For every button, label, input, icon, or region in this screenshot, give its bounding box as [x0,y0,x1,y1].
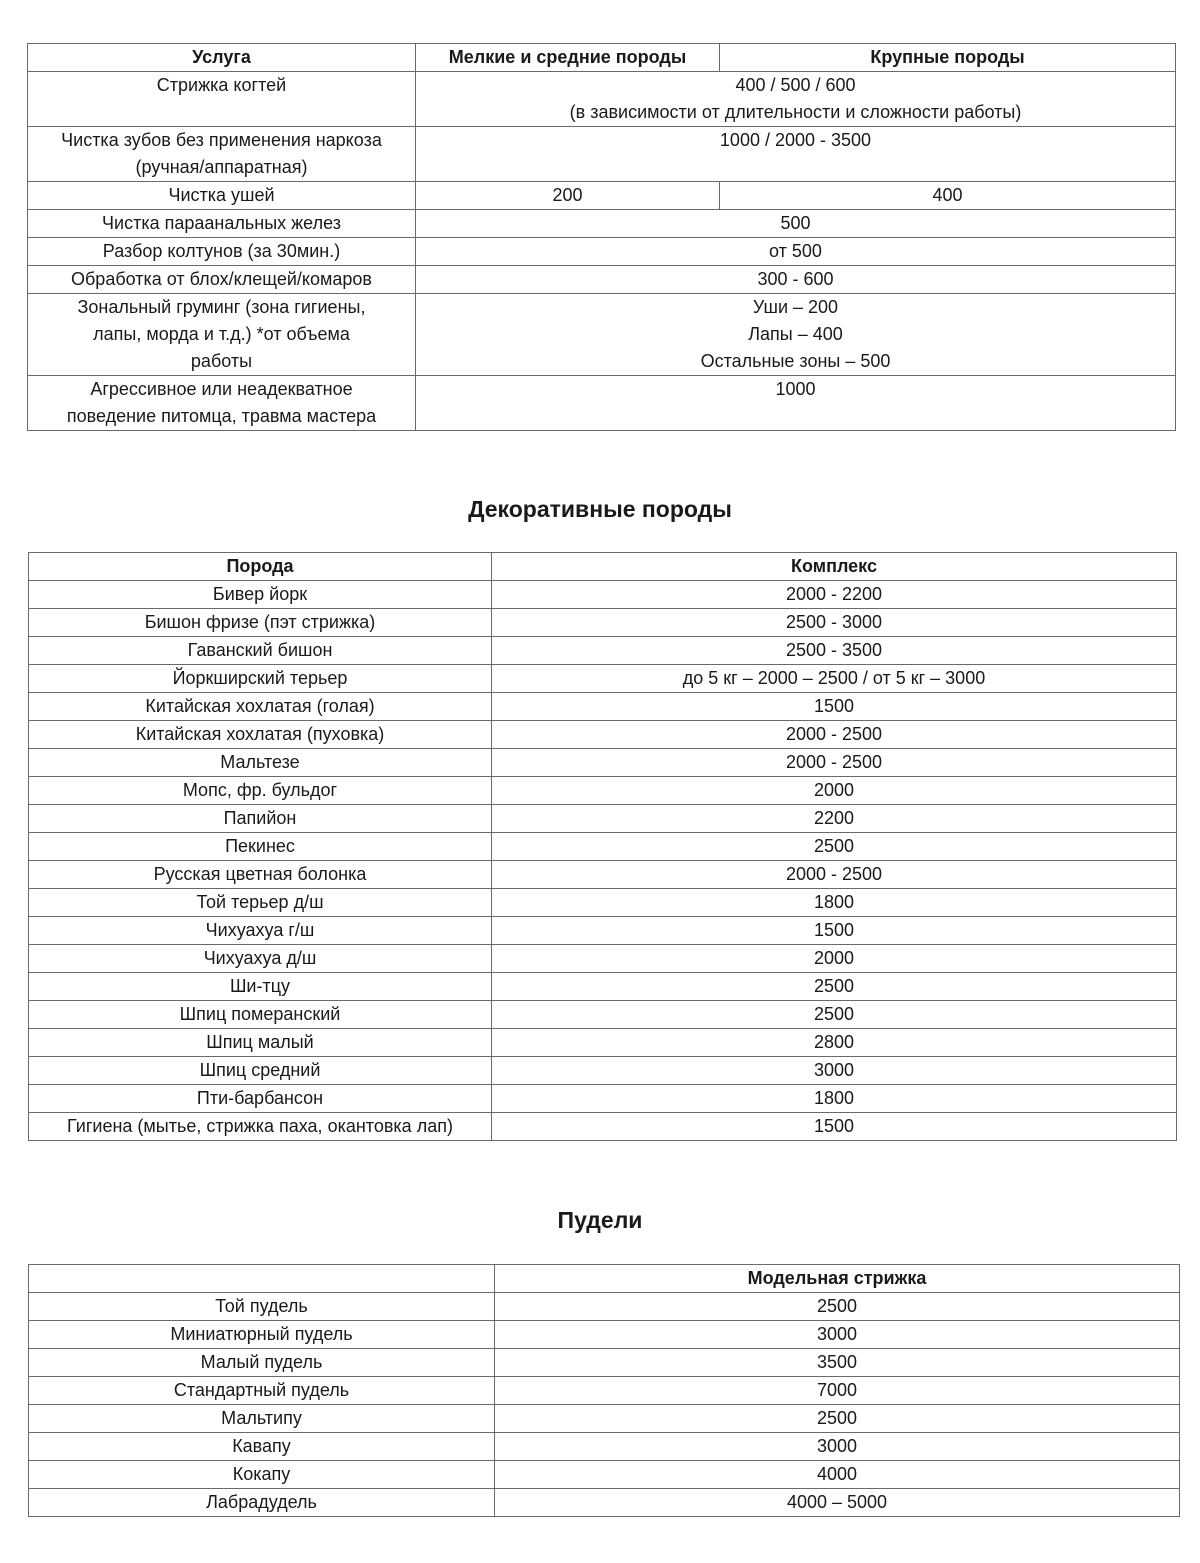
breed-cell: Бивер йорк [29,581,492,609]
service-name-cell [28,294,416,376]
table-row [29,1001,1177,1029]
cell-line: Стрижка когтей [156,75,287,95]
price-cell: 4000 [495,1461,1180,1489]
table-row [29,1057,1177,1085]
table-row [29,1029,1177,1057]
breed-cell: Шпиц малый [29,1029,492,1057]
breed-cell: Китайская хохлатая (голая) [29,693,492,721]
table-row [29,889,1177,917]
table-row [29,1293,1180,1321]
price-cell [416,266,1176,294]
price-cell: 2000 [492,777,1177,805]
breed-cell: Мальтезе [29,749,492,777]
price-cell: 2500 [495,1405,1180,1433]
service-name-cell [28,127,416,182]
poodles-section-title: Пудели [557,1207,643,1233]
table-row [29,861,1177,889]
breed-cell: Мопс, фр. бульдог [29,777,492,805]
table-row [28,376,1176,431]
breed-cell: Гаванский бишон [29,637,492,665]
breed-cell: Шпиц средний [29,1057,492,1085]
breed-cell: Той терьер д/ш [29,889,492,917]
price-cell: до 5 кг – 2000 – 2500 / от 5 кг – 3000 [492,665,1177,693]
table-row [29,665,1177,693]
breed-cell: Папийон [29,805,492,833]
service-name-cell [28,72,416,127]
cell-line: 400 / 500 / 600 [735,75,856,95]
price-cell [416,72,1176,127]
price-cell: 3000 [495,1433,1180,1461]
header-small-medium-breeds: Мелкие и средние породы [416,44,720,72]
table-row [28,127,1176,182]
price-cell: 2000 - 2200 [492,581,1177,609]
price-large-cell: 400 [720,182,1176,210]
table-row [29,805,1177,833]
cell-line: 500 [780,213,811,233]
table-row [29,833,1177,861]
table-row [29,1113,1177,1141]
cell-line: Лапы – 400 [748,324,843,344]
service-name-cell [28,210,416,238]
price-cell: 3000 [492,1057,1177,1085]
table-row [29,777,1177,805]
price-cell: 2000 - 2500 [492,861,1177,889]
table-row [29,1433,1180,1461]
table-row [29,609,1177,637]
breed-cell: Кавапу [29,1433,495,1461]
cell-line: 1000 [775,379,816,399]
cell-line: лапы, морда и т.д.) *от объема [93,324,350,344]
cell-line: Агрессивное или неадекватное [90,379,353,399]
price-cell: 3500 [495,1349,1180,1377]
header-complex: Комплекс [492,553,1177,581]
header-large-breeds: Крупные породы [720,44,1176,72]
price-cell: 2500 [492,1001,1177,1029]
breed-cell: Пти-барбансон [29,1085,492,1113]
table-row [29,917,1177,945]
table-row [29,973,1177,1001]
breed-cell: Кокапу [29,1461,495,1489]
price-cell: 2000 - 2500 [492,749,1177,777]
header-breed: Порода [29,553,492,581]
table-row [29,749,1177,777]
service-name-cell [28,266,416,294]
cell-line: Чистка зубов без применения наркоза [61,130,382,150]
breed-cell: Стандартный пудель [29,1377,495,1405]
table-row [28,72,1176,127]
table-row [29,1377,1180,1405]
cell-line: 300 - 600 [757,269,834,289]
price-cell: 2800 [492,1029,1177,1057]
cell-line: 1000 / 2000 - 3500 [719,130,872,150]
cell-line: Разбор колтунов (за 30мин.) [102,241,341,261]
table-row [28,182,1176,210]
cell-line: Обработка от блох/клещей/комаров [71,269,372,289]
table-row [29,1349,1180,1377]
decorative-breeds-table [28,552,1177,1141]
cell-line: (в зависимости от длительности и сложности работы) [569,102,1022,122]
table-row [29,1321,1180,1349]
service-name-cell [28,238,416,266]
price-cell: 1800 [492,889,1177,917]
cell-line: Остальные зоны – 500 [700,351,891,371]
table-row [28,210,1176,238]
cell-line: поведение питомца, травма мастера [66,406,377,426]
price-cell: 2000 [492,945,1177,973]
services-price-table [27,43,1176,431]
cell-line: работы [190,351,253,371]
poodles-table [28,1264,1180,1517]
price-cell [416,210,1176,238]
table-row [28,294,1176,376]
breed-cell: Той пудель [29,1293,495,1321]
cell-line: от 500 [769,241,822,261]
price-cell [416,238,1176,266]
table-header-row [29,1265,1180,1293]
price-small-medium-cell: 200 [416,182,720,210]
price-cell [416,294,1176,376]
price-cell: 2500 [492,973,1177,1001]
price-cell: 2500 - 3500 [492,637,1177,665]
table-row [28,238,1176,266]
price-cell: 2000 - 2500 [492,721,1177,749]
price-cell: 7000 [495,1377,1180,1405]
breed-cell: Ши-тцу [29,973,492,1001]
table-row [29,945,1177,973]
breed-cell: Лабрадудель [29,1489,495,1517]
price-cell: 2500 - 3000 [492,609,1177,637]
table-row [29,1489,1180,1517]
table-row [29,1085,1177,1113]
header-model-haircut: Модельная стрижка [495,1265,1180,1293]
table-row [29,637,1177,665]
cell-line: Чистка параанальных желез [102,213,341,233]
breed-cell: Шпиц померанский [29,1001,492,1029]
table-row [29,1405,1180,1433]
table-header-row [28,44,1176,72]
header-service: Услуга [28,44,416,72]
price-cell: 1500 [492,917,1177,945]
price-cell: 1500 [492,693,1177,721]
table-row [29,1461,1180,1489]
breed-cell: Мальтипу [29,1405,495,1433]
table-row [28,266,1176,294]
table-row [29,581,1177,609]
header-empty [29,1265,495,1293]
service-name-cell [28,182,416,210]
price-cell [416,127,1176,182]
breed-cell: Чихуахуа д/ш [29,945,492,973]
table-header-row [29,553,1177,581]
service-name-cell [28,376,416,431]
table-row [29,721,1177,749]
price-cell: 4000 – 5000 [495,1489,1180,1517]
price-cell: 3000 [495,1321,1180,1349]
breed-cell: Пекинес [29,833,492,861]
price-cell [416,376,1176,431]
decorative-section-title: Декоративные породы [468,496,732,522]
breed-cell: Йоркширский терьер [29,665,492,693]
table-row [29,693,1177,721]
breed-cell: Бишон фризе (пэт стрижка) [29,609,492,637]
breed-cell: Малый пудель [29,1349,495,1377]
price-cell: 1500 [492,1113,1177,1141]
breed-cell: Чихуахуа г/ш [29,917,492,945]
price-cell: 2200 [492,805,1177,833]
cell-line: Зональный груминг (зона гигиены, [77,297,366,317]
breed-cell: Миниатюрный пудель [29,1321,495,1349]
cell-line: Чистка ушей [168,185,275,205]
breed-cell: Гигиена (мытье, стрижка паха, окантовка лап) [29,1113,492,1141]
price-cell: 2500 [495,1293,1180,1321]
breed-cell: Китайская хохлатая (пуховка) [29,721,492,749]
cell-line: Уши – 200 [752,297,839,317]
price-cell: 1800 [492,1085,1177,1113]
cell-line: (ручная/аппаратная) [135,157,308,177]
breed-cell: Русская цветная болонка [29,861,492,889]
price-cell: 2500 [492,833,1177,861]
